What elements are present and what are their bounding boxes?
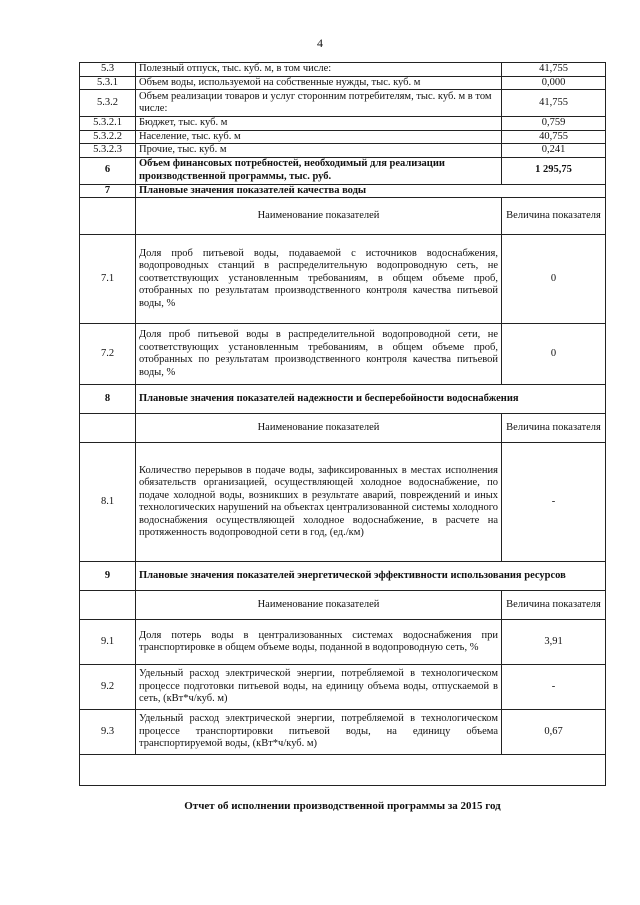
page-number: 4 <box>317 36 323 50</box>
row-label: Доля проб питьевой воды, подаваемой с источников водоснабжения, водопроводных станций в распределительную водопроводную сеть, не соответствующих установленным требованиям, в общем объеме проб, отобранных по результатам производственного контроля качества питьевой воды, % <box>136 235 502 324</box>
row-label: Удельный расход электрической энергии, потребляемой в технологическом процессе транспортировки питьевой воды, на единицу объема транспортируемой воды, (кВт*ч/куб. м) <box>136 710 502 755</box>
row-number: 5.3.1 <box>80 76 136 90</box>
section-title: Объем финансовых потребностей, необходимый для реализации производственной программы, тыс. руб. <box>136 157 502 184</box>
section-7-row <box>80 184 606 198</box>
row-number: 7.1 <box>80 235 136 324</box>
row-number: 9.3 <box>80 710 136 755</box>
row-number: 9.1 <box>80 620 136 665</box>
row-label: Население, тыс. куб. м <box>136 130 502 144</box>
table-row <box>80 710 606 755</box>
row-value: - <box>502 665 606 710</box>
production-program-table <box>79 62 606 786</box>
row-label: Доля проб питьевой воды в распределительной водопроводной сети, не соответствующих установленным требованиям, в общем объеме проб, отобранных по результатам производственного контроля качества питьевой воды, % <box>136 324 502 385</box>
row-label: Доля потерь воды в централизованных системах водоснабжения при транспортировке в общем объеме воды, поданной в водопроводную сеть, % <box>136 620 502 665</box>
row-value: 0,759 <box>502 117 606 131</box>
row-label: Бюджет, тыс. куб. м <box>136 117 502 131</box>
section-number: 9 <box>80 562 136 591</box>
table-row <box>80 90 606 117</box>
section-9-row <box>80 562 606 591</box>
table-row <box>80 144 606 158</box>
empty-row <box>80 755 606 786</box>
report-title: Отчет об исполнении производственной программы за 2015 год <box>184 800 501 812</box>
row-number: 7.2 <box>80 324 136 385</box>
table-row <box>80 235 606 324</box>
row-label: Удельный расход электрической энергии, потребляемой в технологическом процессе подготовки питьевой воды, на единицу объема воды, отпускаемой в сеть, (кВт*ч/куб. м) <box>136 665 502 710</box>
column-header-value: Величина показателя <box>502 591 606 620</box>
section-title: Плановые значения показателей качества воды <box>136 184 606 198</box>
column-header-value: Величина показателя <box>502 414 606 443</box>
row-label: Полезный отпуск, тыс. куб. м, в том числе: <box>136 63 502 77</box>
section-title: Плановые значения показателей надежности и бесперебойности водоснабжения <box>136 385 606 414</box>
row-value: 0,000 <box>502 76 606 90</box>
row-value: 3,91 <box>502 620 606 665</box>
table-row <box>80 665 606 710</box>
table-row <box>80 324 606 385</box>
row-value: 0 <box>502 235 606 324</box>
row-value: - <box>502 443 606 562</box>
section-number: 6 <box>80 157 136 184</box>
row-number: 8.1 <box>80 443 136 562</box>
row-number: 5.3.2.3 <box>80 144 136 158</box>
section-number: 8 <box>80 385 136 414</box>
section-value: 1 295,75 <box>502 157 606 184</box>
row-number: 5.3.2 <box>80 90 136 117</box>
section-6-row <box>80 157 606 184</box>
table-row <box>80 620 606 665</box>
row-number: 9.2 <box>80 665 136 710</box>
row-label: Объем реализации товаров и услуг сторонним потребителям, тыс. куб. м в том числе: <box>136 90 502 117</box>
row-number: 5.3.2.2 <box>80 130 136 144</box>
row-value: 41,755 <box>502 63 606 77</box>
row-label: Объем воды, используемой на собственные нужды, тыс. куб. м <box>136 76 502 90</box>
row-value: 40,755 <box>502 130 606 144</box>
column-header-name: Наименование показателей <box>136 414 502 443</box>
table-row <box>80 443 606 562</box>
row-label: Прочие, тыс. куб. м <box>136 144 502 158</box>
row-value: 41,755 <box>502 90 606 117</box>
section-8-row <box>80 385 606 414</box>
table-row <box>80 130 606 144</box>
section-9-header <box>80 591 606 620</box>
section-7-header <box>80 198 606 235</box>
row-value: 0,67 <box>502 710 606 755</box>
section-title: Плановые значения показателей энергетической эффективности использования ресурсов <box>136 562 606 591</box>
table-row <box>80 63 606 77</box>
section-8-header <box>80 414 606 443</box>
column-header-name: Наименование показателей <box>136 198 502 235</box>
row-value: 0,241 <box>502 144 606 158</box>
row-label: Количество перерывов в подаче воды, зафиксированных в местах исполнения обязательств организацией, осуществляющей холодное водоснабжение, по подаче холодной воды, возникших в результате аварий, повреждений и иных технологических нарушений на объектах централизованной системы холодного водоснабжения осуществляющей холодное водоснабжение, в расчете на протяженность водопроводной сети в год, (ед./км) <box>136 443 502 562</box>
column-header-value: Величина показателя <box>502 198 606 235</box>
section-number: 7 <box>80 184 136 198</box>
table-row <box>80 76 606 90</box>
table-row <box>80 117 606 131</box>
row-value: 0 <box>502 324 606 385</box>
column-header-name: Наименование показателей <box>136 591 502 620</box>
row-number: 5.3.2.1 <box>80 117 136 131</box>
row-number: 5.3 <box>80 63 136 77</box>
